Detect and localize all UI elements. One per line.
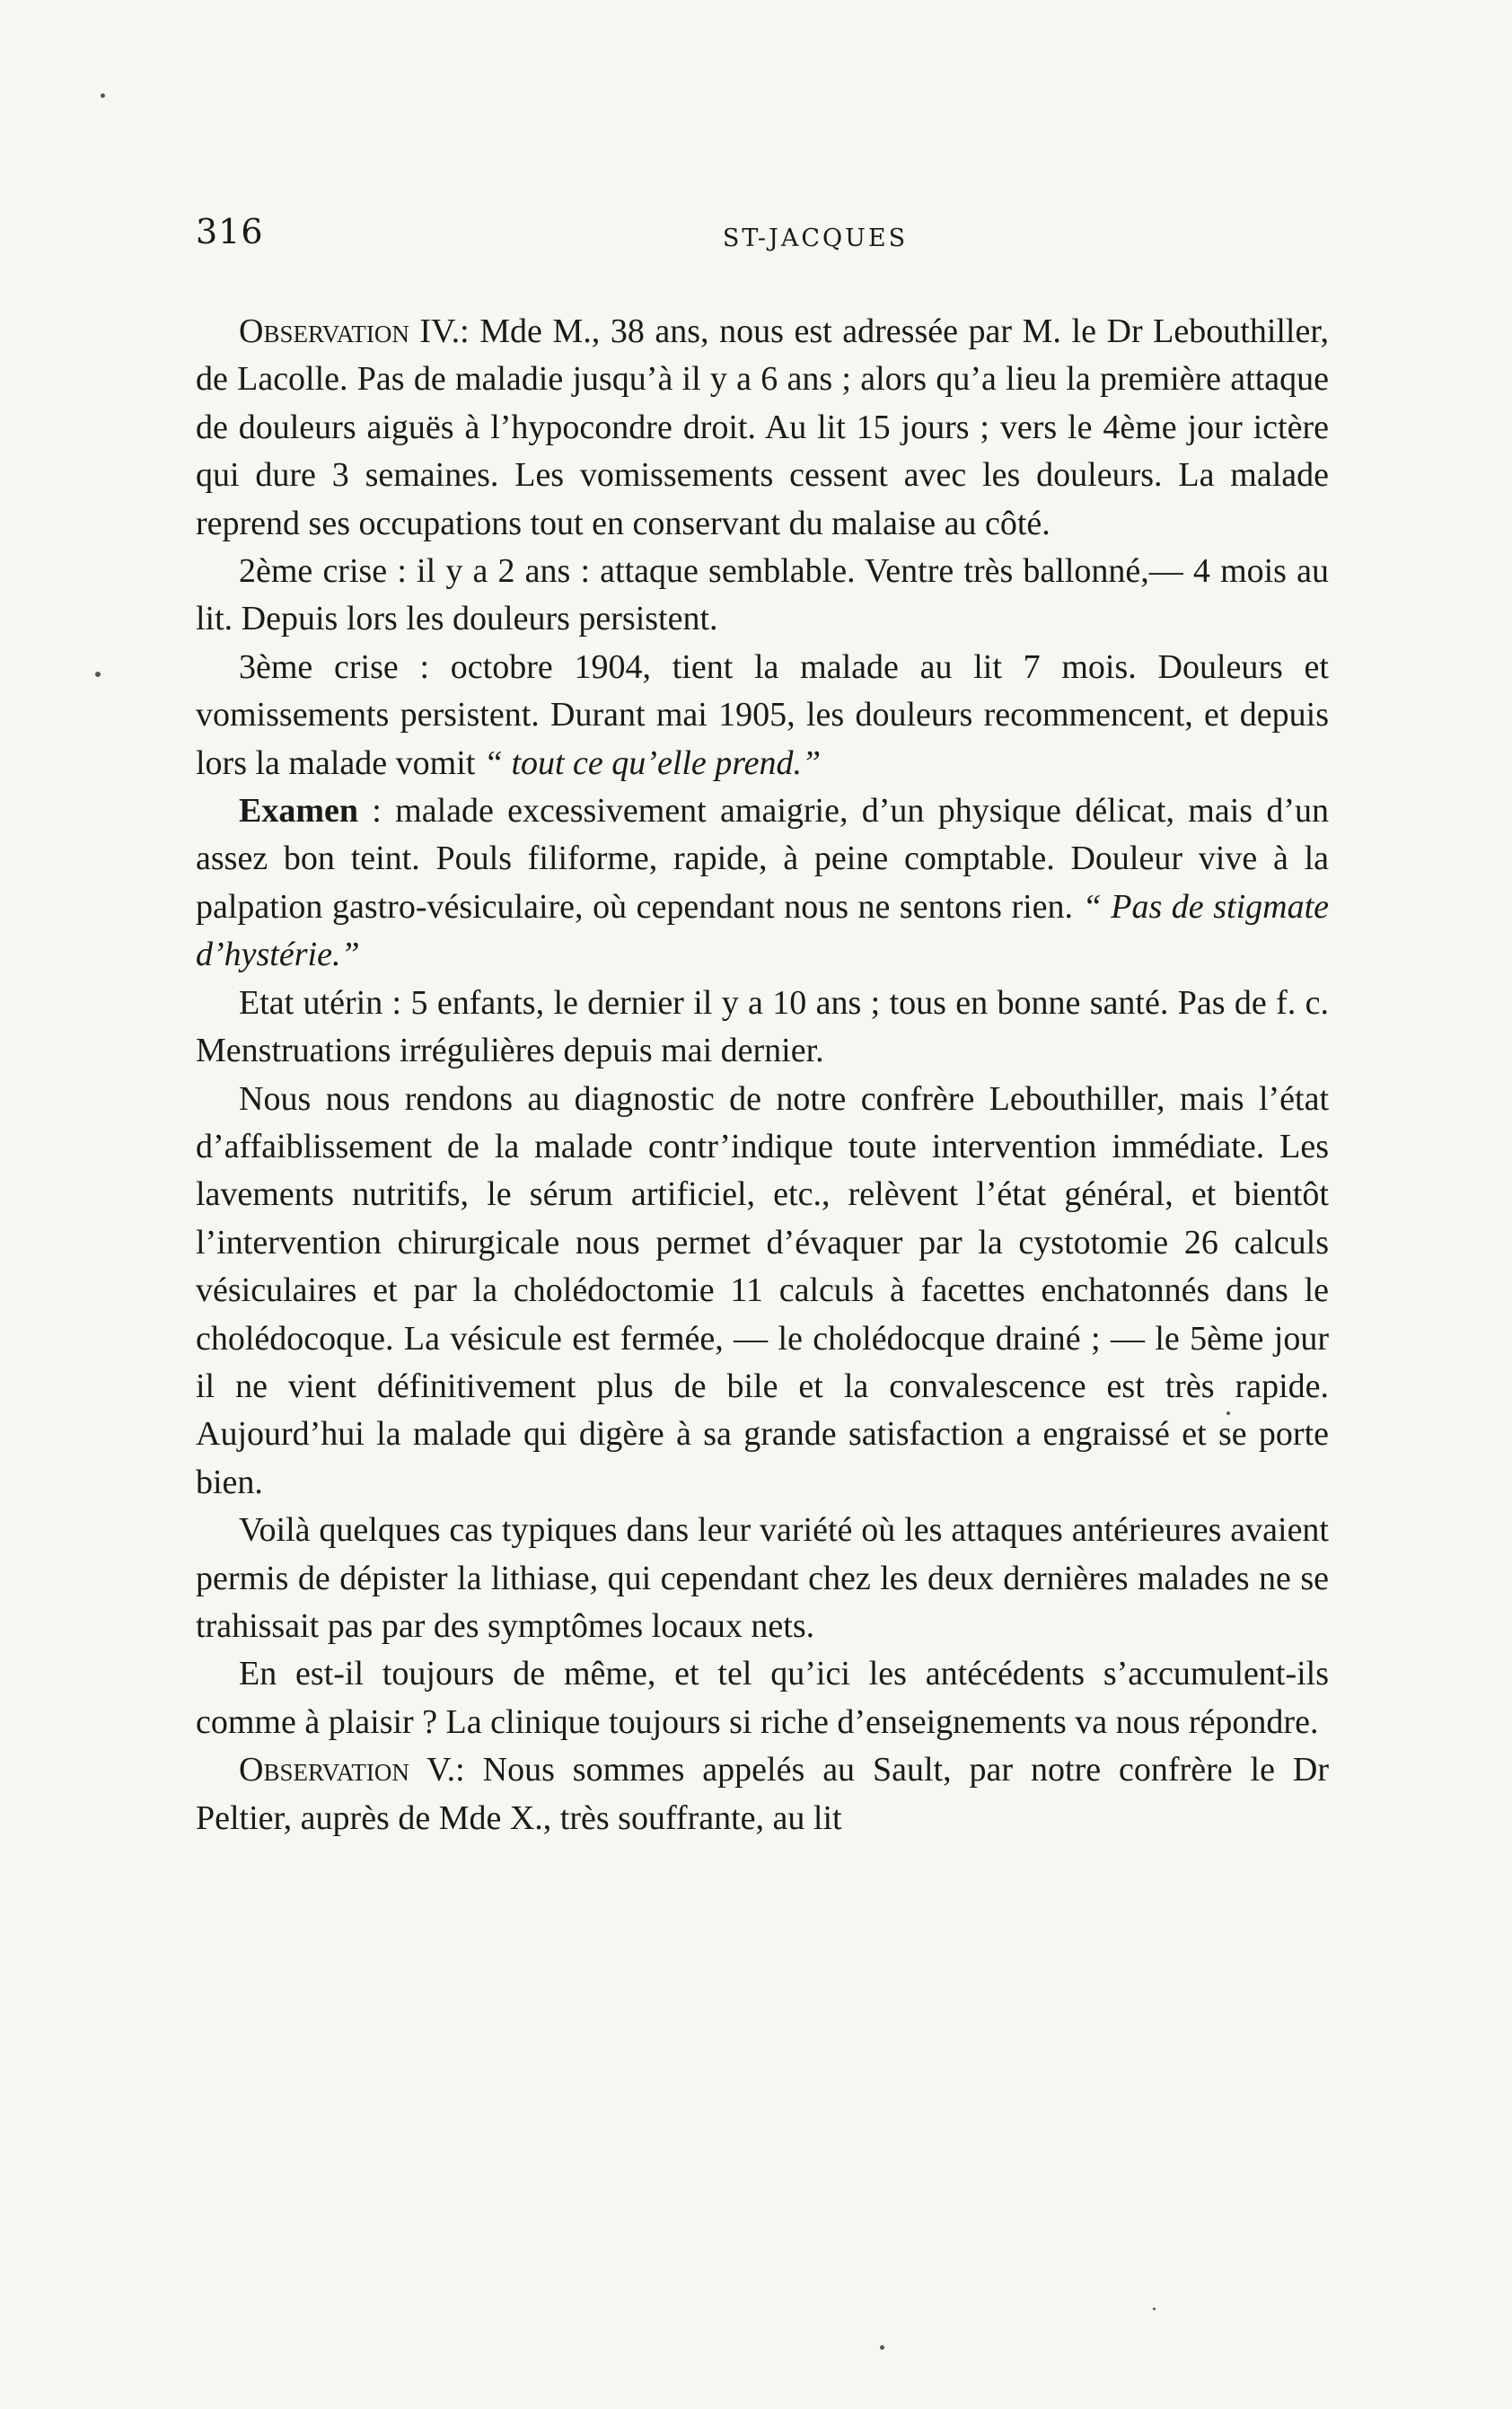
scan-speck [101,93,105,98]
paragraph-examen [196,787,1329,980]
paragraph-text: : malade excessivement amaigrie, d’un physique délicat, mais d’un assez bon teint. Pouls filiforme, rapide, à peine comptable. Douleur vive à la palpation gastro-vésiculaire, où cependant nous ne sentons rien. [196,792,1329,926]
paragraph-text: 3ème crise : octobre 1904, tient la malade au lit 7 mois. Douleurs et vomissements persistent. Durant mai 1905, les douleurs recommencent, et depuis lors la malade vomit [196,647,1329,782]
paragraph-text: : Mde M., 38 ans, nous est adressée par M. le Dr Lebouthiller, de Lacolle. Pas de maladie jusqu’à il y a 6 ans ; alors qu’a lieu la première attaque de douleurs aiguës à l’hypocondre droit. Au lit 15 jours ; vers le 4ème jour ictère qui dure 3 semaines. Les vomissements cessent avec les douleurs. La malade reprend ses occupations tout en conservant du malaise au côté. [196,312,1329,542]
observation-heading: Observation IV. [239,312,461,350]
body-text [196,308,1329,1842]
scan-speck [95,672,101,677]
running-head: ST-JACQUES [722,224,909,252]
paragraph-second-crisis [196,548,1329,644]
quoted-text: “ Pas de stigmate d’hystérie.” [196,887,1329,974]
paragraph-observation-v [196,1746,1329,1842]
paragraph-text: : Nous sommes appelés au Sault, par notre confrère le Dr Peltier, auprès de Mde X., très souffrante, au lit [196,1751,1330,1837]
paragraph-cas-typiques [196,1507,1329,1650]
paragraph-text: Etat utérin : 5 enfants, le dernier il y a 10 ans ; tous en bonne santé. Pas de f. c. Menstruations irrégulières depuis mai dernier. [196,983,1329,1070]
paragraph-question [196,1650,1329,1746]
paragraph-third-crisis [196,644,1329,787]
paragraph-text: Nous nous rendons au diagnostic de notre confrère Lebouthiller, mais l’état d’affaiblissement de la malade contr’indique toute intervention immédiate. Les lavements nutritifs, le sérum artificiel, etc., relèvent l’état général, et bientôt l’intervention chirurgicale nous permet d’évaquer par la cystotomie 26 calculs vésiculaires et par la cholédoctomie 11 calculs à facettes enchatonnés dans le cholédocoque. La vésicule est fermée, — le cholédocque drainé ; — le 5ème jour il ne vient définitivement plus de bile et la convalescence est très rapide. Aujourd’hui la malade qui digère à sa grande satisfaction a engraissé et se porte bien. [196,1079,1329,1501]
paragraph-observation-iv [196,308,1329,548]
paragraph-diagnostic [196,1076,1329,1508]
paragraph-etat-uterin [196,980,1329,1076]
paragraph-text: Voilà quelques cas typiques dans leur variété où les attaques antérieures avaient permis de dépister la lithiase, qui cependant chez les deux dernières malades ne se trahissait pas par des symptômes locaux nets. [196,1511,1329,1645]
page-number: 316 [196,212,264,251]
quoted-text: “ tout ce qu’elle prend.” [483,743,822,782]
scan-speck [880,2345,884,2350]
page-header [196,212,1336,266]
examen-heading: Examen [239,792,358,831]
scan-speck [1153,2308,1156,2310]
observation-heading: Observation V. [239,1751,456,1789]
paragraph-text: En est-il toujours de même, et tel qu’ici les antécédents s’accumulent-ils comme à plaisir ? La clinique toujours si riche d’enseignements va nous répondre. [196,1655,1329,1741]
paragraph-text: 2ème crise : il y a 2 ans : attaque semblable. Ventre très ballonné,— 4 mois au lit. Depuis lors les douleurs persistent. [196,552,1329,638]
scan-speck [1226,1411,1230,1415]
